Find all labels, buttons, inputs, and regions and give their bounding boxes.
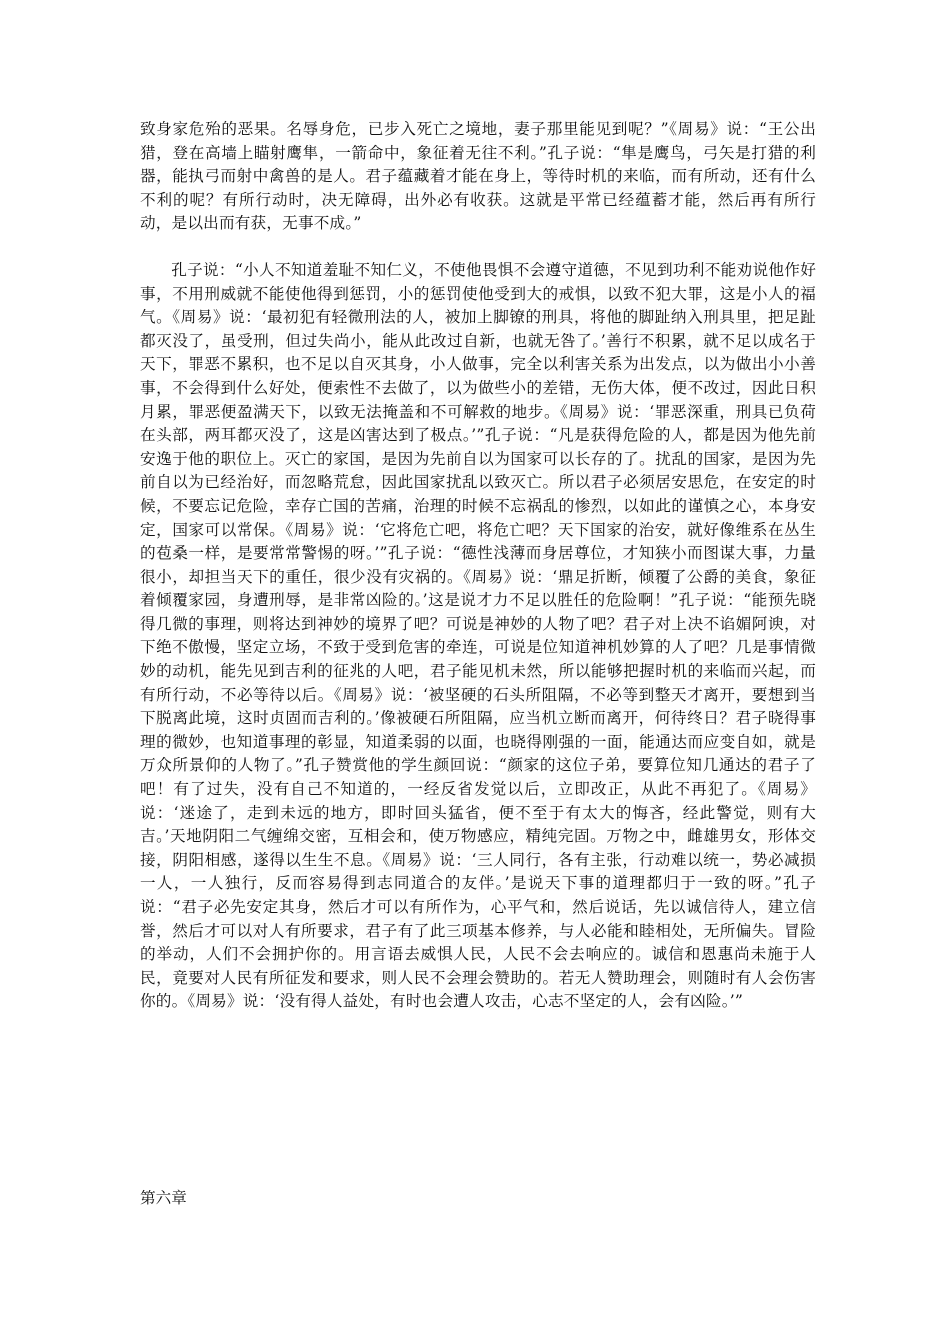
chapter-heading: 第六章 [140,1189,187,1207]
paragraph-2: 孔子说：“小人不知道羞耻不知仁义，不使他畏惧不会遵守道德，不见到功利不能劝说他作好事，不用刑威就不能使他得到惩罚，小的惩罚使他受到大的戒惧，以致不犯大罪，这是小人的福气。《周易》说：‘最初犯有轻微刑法的人，被加上脚镣的刑具，将他的脚趾纳入刑具里，把足趾都灭没了，虽受刑，但过失尚小，能从此改过自新，也就无咎了。’善行不积累，就不足以成名于天下，罪恶不累积，也不足以自灭其身，小人做事，完全以利害关系为出发点，以为做出小小善事，不会得到什么好处，便索性不去做了，以为做些小的差错，无伤大体，便不改过，因此日积月累，罪恶便盈满天下，以致无法掩盖和不可解救的地步。《周易》说：‘罪恶深重，刑具已负荷在头部，两耳都灭没了，这是凶害达到了极点。’”孔子说：“凡是获得危险的人，都是因为他先前安逸于他的职位上。灭亡的家国，是因为先前自以为国家可以长存的了。扰乱的国家，是因为先前自以为已经治好，而忽略荒怠，因此国家扰乱以致灭亡。所以君子必须居安思危，在安定的时候，不要忘记危险，幸存亡国的苦痛，治理的时候不忘祸乱的惨烈，以如此的谨慎之心，本身安定，国家可以常保。《周易》说：‘它将危亡吧，将危亡吧？天下国家的治安，就好像维系在丛生的苞桑一样，是要常常警惕的呀。’”孔子说：“德性浅薄而身居尊位，才知狭小而图谋大事，力量很小，却担当天下的重任，很少没有灾祸的。《周易》说：‘鼎足折断，倾覆了公爵的美食，象征着倾覆家园，身遭刑辱，是非常凶险的。’这是说才力不足以胜任的危险啊！”孔子说：“能预先晓得几微的事理，则将达到神妙的境界了吧？可说是神妙的人物了吧？君子对上决不谄媚阿谀，对下绝不傲慢，坚定立场，不致于受到危害的牵连，可说是位知道神机妙算的人了吧？几是事情微妙的动机，能先见到吉利的征兆的人吧，君子能见机未然，所以能够把握时机的来临而兴起，而有所行动，不必等待以后。《周易》说：‘被坚硬的石头所阻隔，不必等到整天才离开，要想到当下脱离此境，这时贞固而吉利的。’像被硬石所阻隔，应当机立断而离开，何待终日？君子晓得事理的微妙，也知道事理的彰显，知道柔弱的以面，也晓得刚强的一面，能通达而应变自如，就是万众所景仰的人物了。”孔子赞赏他的学生颜回说：“颜家的这位子弟，要算位知几通达的君子了吧！有了过失，没有自己不知道的，一经反省发觉以后，立即改正，从此不再犯了。《周易》说：‘迷途了，走到未远的地方，即时回头猛省，便不至于有太大的悔吝，经此警觉，则有大吉。’天地阴阳二气缠绵交密，互相会和，使万物感应，精纯完固。万物之中，雌雄男女，形体交接，阴阳相感，遂得以生生不息。《周易》说：‘三人同行，各有主张，行动难以统一，势必减损一人，一人独行，反而容易得到志同道合的友伴。’是说天下事的道理都归于一致的呀。”孔子说：“君子必先安定其身，然后才可以有所作为，心平气和，然后说话，先以诚信待人，建立信誉，然后才可以对人有所要求，君子有了此三项基本修养，与人必能和睦相处，无所偏失。冒险的举动，人们不会拥护你的。用言语去威惧人民，人民不会去响应的。诚信和恩惠尚未施于人民，竟要对人民有所征发和要求，则人民不会理会赞助的。若无人赞助理会，则随时有人会伤害你的。《周易》说：‘没有得人益处，有时也会遭人攻击，心志不坚定的人，会有凶险。’” [140,260,816,1011]
document-body [140,118,816,1014]
paragraph-1: 致身家危殆的恶果。名辱身危，已步入死亡之境地，妻子那里能见到呢？”《周易》说：“王公出猎，登在高墙上瞄射鹰隼，一箭命中，象征着无往不利。”孔子说：“隼是鹰鸟，弓矢是打猎的利器，能执弓而射中禽兽的是人。君子蕴藏着才能在身上，等待时机的来临，而有所动，还有什么不利的呢？有所行动时，决无障碍，出外必有收获。这就是平常已经蕴蓄才能，然后再有所行动，是以出而有获，无事不成。” [140,120,816,233]
